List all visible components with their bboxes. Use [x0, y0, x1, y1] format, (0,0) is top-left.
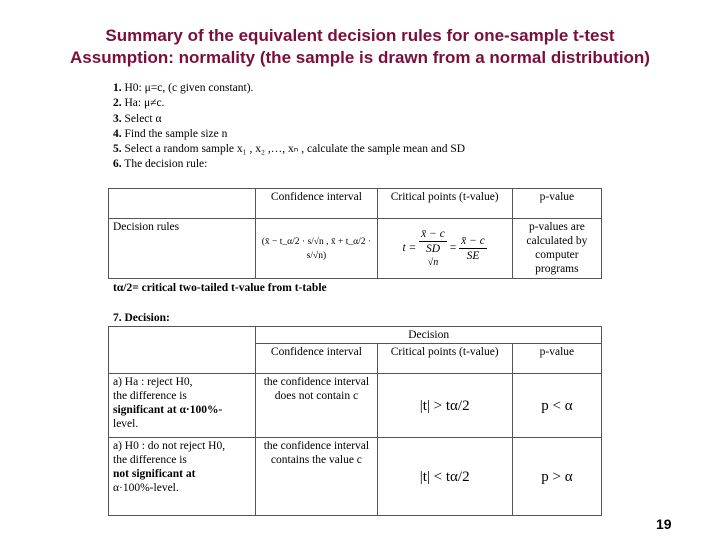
critical-value-note: tα/2= critical two-tailed t-value from t-table — [113, 282, 327, 294]
page-number: 19 — [656, 516, 672, 532]
table2-row-not-reject — [109, 438, 256, 516]
step-item — [113, 81, 465, 96]
row-ci: the confidence interval does not contain c — [256, 374, 377, 438]
slide-title: Summary of the equivalent decision rules for one-sample t-test — [105, 26, 615, 45]
step-item — [113, 157, 465, 172]
table2-header-decision: Decision — [256, 327, 602, 344]
step-text: Select α — [124, 112, 162, 125]
step-number: 2. — [113, 97, 122, 110]
fraction-denominator: SE — [466, 250, 480, 262]
decision-table — [108, 326, 602, 516]
step-number: 6. — [113, 158, 122, 171]
table1-header-critical: Critical points (t-value) — [377, 189, 512, 219]
table1-header-pvalue: p-value — [512, 189, 601, 219]
step-text: The decision rule: — [124, 158, 208, 171]
steps-list — [113, 81, 465, 173]
fraction-denominator: SD — [426, 243, 441, 255]
fraction-sqrt-n: √n — [427, 257, 439, 268]
fraction-numerator: x̄ − c — [461, 235, 485, 247]
table2-row-reject — [109, 374, 256, 438]
fraction-se — [459, 234, 487, 263]
row-critical: |t| > tα/2 — [377, 374, 512, 438]
step-item — [113, 127, 465, 142]
step-number: 3. — [113, 112, 122, 125]
row-label-line: a) Ha : reject H0, — [113, 376, 193, 388]
decision-heading: 7. Decision: — [113, 312, 170, 324]
table2-header-ci: Confidence interval — [256, 344, 377, 374]
row-label-line: α·100%-level. — [113, 482, 179, 494]
row-critical: |t| < tα/2 — [377, 438, 512, 516]
table2-header-critical: Critical points (t-value) — [377, 344, 512, 374]
row-label-line: level. — [113, 418, 139, 430]
row-pvalue: p > α — [512, 438, 601, 516]
step-item — [113, 142, 465, 157]
table2-blank — [109, 327, 256, 344]
step-number: 4. — [113, 127, 122, 140]
row-ci: the confidence interval contains the value c — [256, 438, 377, 516]
table1-row-label: Decision rules — [109, 219, 256, 279]
critical-formula — [377, 219, 512, 279]
row-pvalue: p < α — [512, 374, 601, 438]
step-text: Select a random sample x₁ , x₂ ,…, xₙ , calculate the sample mean and SD — [124, 143, 466, 156]
table2-header-pvalue: p-value — [512, 344, 601, 374]
t-symbol: t = — [402, 242, 417, 255]
step-text: Find the sample size n — [124, 127, 228, 140]
row-label-line: significant at α·100%- — [113, 404, 223, 416]
fraction-sd — [419, 227, 447, 270]
equals-sign: = — [449, 242, 457, 255]
step-item — [113, 96, 465, 111]
step-number: 1. — [113, 82, 122, 94]
slide-subtitle: Assumption: normality (the sample is drawn from a normal distribution) — [70, 48, 650, 67]
step-number: 5. — [113, 143, 122, 156]
row-label-line: a) H0 : do not reject H0, — [113, 440, 226, 452]
pvalue-description: p-values are calculated by computer programs — [512, 219, 601, 279]
table1-header-ci: Confidence interval — [256, 189, 377, 219]
row-label-line: not significant at — [113, 468, 196, 480]
row-label-line: the difference is — [113, 454, 187, 466]
fraction-numerator: x̄ − c — [421, 228, 445, 240]
decision-rules-table — [108, 188, 602, 279]
table1-corner-cell — [109, 189, 256, 219]
ci-formula: (x̄ − t_α/2 · s/√n , x̄ + t_α/2 · s/√n) — [256, 219, 377, 279]
step-item — [113, 112, 465, 127]
step-text: H0: μ=c, (c given constant). — [124, 82, 254, 94]
table2-corner-cell — [109, 344, 256, 374]
row-label-line: the difference is — [113, 390, 187, 402]
step-text: Ha: μ≠c. — [124, 97, 165, 110]
